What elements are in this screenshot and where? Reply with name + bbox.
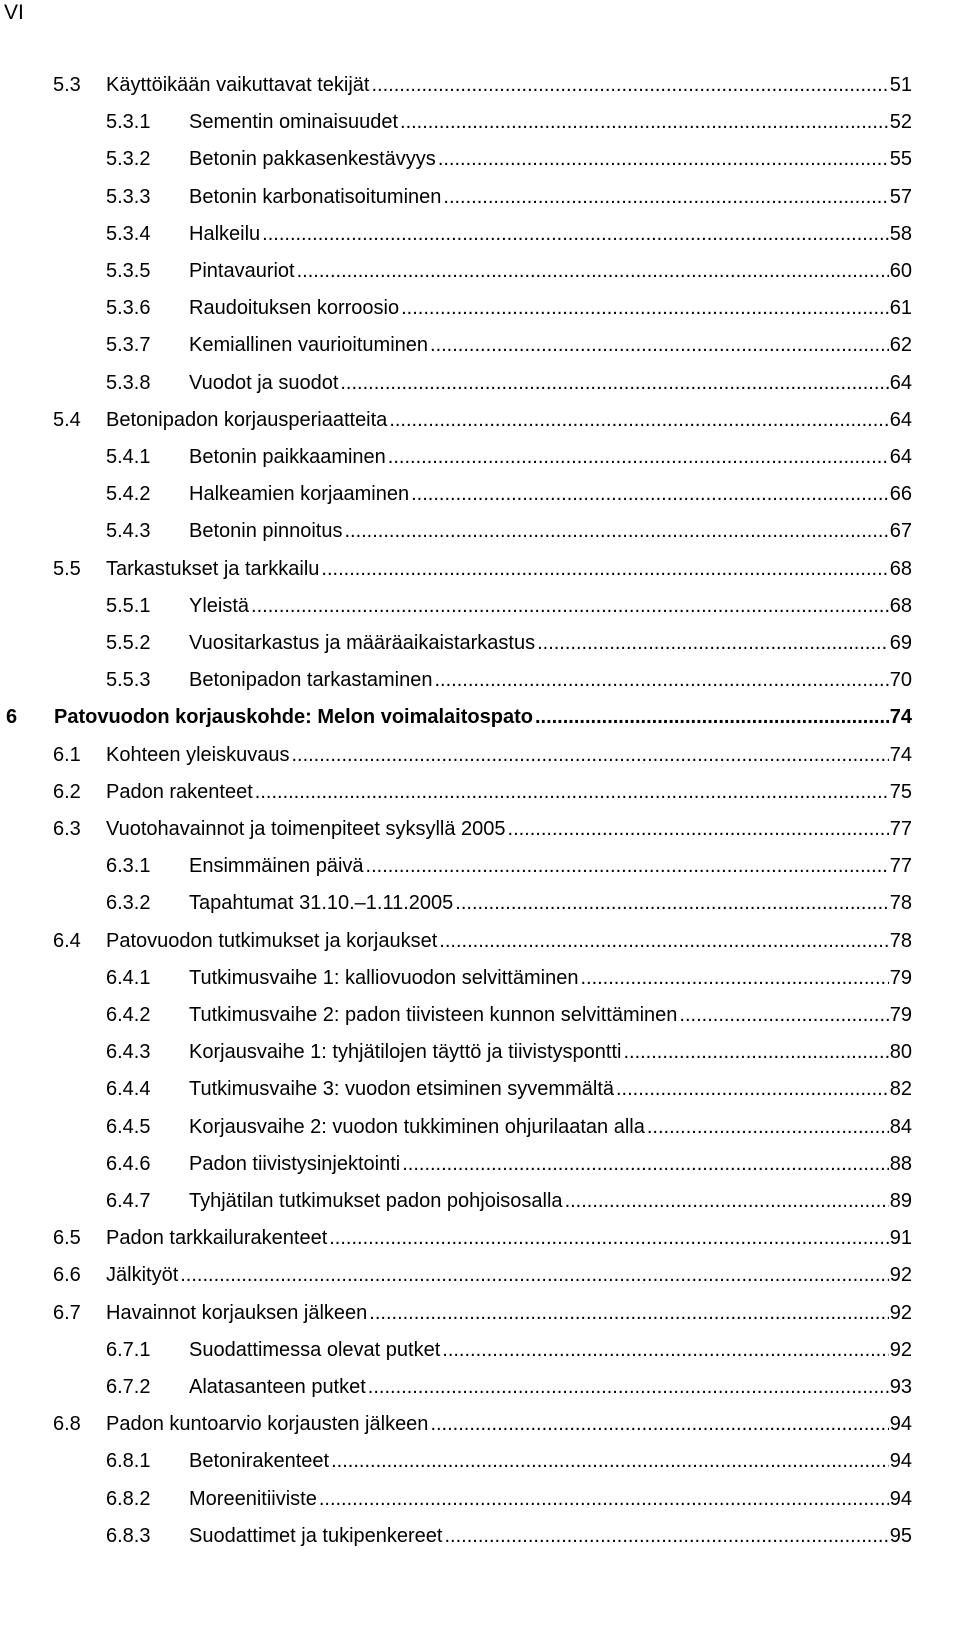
toc-entry-number: 5.4.3 [106, 520, 151, 542]
toc-entry-number: 5.4 [53, 409, 81, 431]
toc-entry-title: Padon rakenteet [106, 781, 253, 803]
toc-entry[interactable] [0, 1300, 960, 1326]
toc-entry[interactable] [0, 1188, 960, 1214]
toc-entry-title: Korjausvaihe 2: vuodon tukkiminen ohjurilaatan alla [189, 1116, 645, 1138]
toc-entry-page: 74 [889, 744, 912, 766]
toc-entry-number: 6.8.1 [106, 1450, 151, 1472]
toc-dot-leader [430, 1411, 888, 1437]
toc-entry-page: 84 [889, 1116, 912, 1138]
toc-entry-page: 69 [889, 632, 912, 654]
toc-entry-number: 6.8.3 [106, 1525, 151, 1547]
toc-entry-title: Betonin karbonatisoituminen [189, 186, 442, 208]
toc-entry-page: 77 [889, 818, 912, 840]
toc-entry-body [189, 332, 912, 358]
toc-entry-body [189, 1448, 912, 1474]
toc-entry-body [106, 928, 912, 954]
toc-entry-title: Moreenitiiviste [189, 1488, 317, 1510]
toc-entry-number: 6.4.5 [106, 1116, 151, 1138]
toc-entry-title: Vuotohavainnot ja toimenpiteet syksyllä 2005 [106, 818, 506, 840]
toc-entry-title: Patovuodon korjauskohde: Melon voimalaitospato [54, 706, 533, 728]
toc-entry-body [189, 1486, 912, 1512]
toc-dot-leader [438, 146, 889, 172]
toc-entry[interactable] [0, 556, 960, 582]
toc-entry-page: 75 [889, 781, 912, 803]
toc-dot-leader [439, 928, 888, 954]
toc-dot-leader [443, 184, 888, 210]
toc-entry-page: 67 [889, 520, 912, 542]
toc-entry[interactable] [0, 816, 960, 842]
toc-entry-page: 64 [889, 409, 912, 431]
toc-entry[interactable] [0, 853, 960, 879]
toc-entry-title: Havainnot korjauksen jälkeen [106, 1302, 368, 1324]
toc-entry-page: 78 [889, 892, 912, 914]
toc-entry-body [189, 1076, 912, 1102]
toc-entry[interactable] [0, 1151, 960, 1177]
toc-entry-number: 6.8 [53, 1413, 81, 1435]
toc-entry-body [189, 146, 912, 172]
toc-dot-leader [537, 630, 889, 656]
toc-entry-title: Padon tarkkailurakenteet [106, 1227, 328, 1249]
toc-entry-body [189, 518, 912, 544]
toc-entry-number: 6.4 [53, 930, 81, 952]
toc-entry-page: 79 [889, 1004, 912, 1026]
toc-dot-leader [565, 1188, 889, 1214]
toc-entry-body [189, 481, 912, 507]
toc-entry-title: Padon kuntoarvio korjausten jälkeen [106, 1413, 429, 1435]
toc-dot-leader [647, 1114, 889, 1140]
toc-entry[interactable] [0, 1337, 960, 1363]
toc-entry-page: 93 [889, 1376, 912, 1398]
toc-entry[interactable] [0, 1114, 960, 1140]
toc-entry[interactable] [0, 258, 960, 284]
toc-entry-body [106, 407, 912, 433]
toc-entry-title: Vuodot ja suodot [189, 372, 339, 394]
toc-entry-page: 60 [889, 260, 912, 282]
toc-entry-body [189, 1188, 912, 1214]
toc-entry-number: 6.6 [53, 1264, 81, 1286]
toc-entry-page: 64 [889, 372, 912, 394]
toc-entry-title: Raudoituksen korroosio [189, 297, 400, 319]
toc-entry-body [106, 1225, 912, 1251]
toc-entry[interactable] [0, 370, 960, 396]
toc-entry-title: Alatasanteen putket [189, 1376, 366, 1398]
toc-entry-body [189, 1151, 912, 1177]
toc-entry-body [106, 816, 912, 842]
toc-entry[interactable] [0, 518, 960, 544]
toc-dot-leader [623, 1039, 888, 1065]
toc-entry[interactable] [0, 1486, 960, 1512]
toc-entry-number: 6.7.2 [106, 1376, 151, 1398]
toc-entry-body [106, 72, 912, 98]
toc-entry-number: 5.3.8 [106, 372, 151, 394]
toc-entry[interactable] [0, 742, 960, 768]
toc-dot-leader [535, 704, 889, 730]
toc-dot-leader [255, 779, 889, 805]
toc-entry-title: Ensimmäinen päivä [189, 855, 364, 877]
toc-entry-number: 6.4.1 [106, 967, 151, 989]
toc-dot-leader [344, 518, 888, 544]
toc-entry-page: 51 [889, 74, 912, 96]
toc-dot-leader [580, 965, 888, 991]
toc-entry-body [106, 742, 912, 768]
toc-entry-page: 57 [889, 186, 912, 208]
toc-entry-page: 94 [889, 1488, 912, 1510]
toc-dot-leader [366, 853, 889, 879]
toc-entry-body [189, 444, 912, 470]
toc-entry-page: 79 [889, 967, 912, 989]
page-number-roman: VI [4, 1, 24, 24]
toc-entry-body [106, 1411, 912, 1437]
toc-entry[interactable] [0, 109, 960, 135]
toc-entry-body [189, 1523, 912, 1549]
toc-entry-number: 6.7 [53, 1302, 81, 1324]
toc-dot-leader [251, 593, 889, 619]
toc-entry-number: 5.4.1 [106, 446, 151, 468]
toc-entry-title: Käyttöikään vaikuttavat tekijät [106, 74, 370, 96]
toc-entry-body [189, 1337, 912, 1363]
toc-entry-body [54, 704, 912, 730]
toc-entry-page: 66 [889, 483, 912, 505]
toc-entry[interactable] [0, 407, 960, 433]
toc-dot-leader [321, 556, 888, 582]
toc-entry-body [189, 965, 912, 991]
toc-dot-leader [180, 1262, 889, 1288]
toc-entry-number: 5.5.2 [106, 632, 151, 654]
toc-entry-number: 5.3.7 [106, 334, 151, 356]
toc-entry-title: Betonipadon tarkastaminen [189, 669, 433, 691]
toc-dot-leader [297, 258, 889, 284]
toc-entry[interactable] [0, 295, 960, 321]
toc-entry[interactable] [0, 667, 960, 693]
toc-entry[interactable] [0, 444, 960, 470]
toc-entry[interactable] [0, 1076, 960, 1102]
toc-entry-title: Betonin pakkasenkestävyys [189, 148, 436, 170]
toc-entry-title: Kemiallinen vaurioituminen [189, 334, 429, 356]
toc-entry-page: 95 [889, 1525, 912, 1547]
toc-dot-leader [371, 72, 888, 98]
toc-entry-title: Tutkimusvaihe 3: vuodon etsiminen syvemmältä [189, 1078, 614, 1100]
toc-entry[interactable] [0, 1225, 960, 1251]
toc-entry-number: 5.4.2 [106, 483, 151, 505]
toc-dot-leader [388, 444, 889, 470]
toc-entry-body [189, 1039, 912, 1065]
toc-entry[interactable] [0, 928, 960, 954]
toc-entry-number: 5.3.4 [106, 223, 151, 245]
toc-entry-body [106, 556, 912, 582]
toc-entry-page: 77 [889, 855, 912, 877]
toc-entry-body [189, 1002, 912, 1028]
toc-dot-leader [445, 1523, 889, 1549]
toc-entry-number: 6.2 [53, 781, 81, 803]
toc-entry-body [106, 1300, 912, 1326]
toc-entry[interactable] [0, 481, 960, 507]
toc-dot-leader [616, 1076, 889, 1102]
toc-entry-title: Pintavauriot [189, 260, 295, 282]
toc-entry-page: 52 [889, 111, 912, 133]
toc-entry-body [189, 630, 912, 656]
toc-entry-page: 92 [889, 1339, 912, 1361]
toc-entry-number: 6.5 [53, 1227, 81, 1249]
toc-dot-leader [430, 332, 889, 358]
toc-entry-title: Tutkimusvaihe 1: kalliovuodon selvittäminen [189, 967, 579, 989]
toc-entry-number: 5.3.3 [106, 186, 151, 208]
toc-entry[interactable] [0, 890, 960, 916]
toc-entry-title: Korjausvaihe 1: tyhjätilojen täyttö ja tiivistyspontti [189, 1041, 622, 1063]
toc-dot-leader [368, 1374, 889, 1400]
toc-entry-title: Halkeilu [189, 223, 261, 245]
toc-dot-leader [331, 1448, 889, 1474]
toc-dot-leader [291, 742, 888, 768]
toc-entry-page: 70 [889, 669, 912, 691]
toc-dot-leader [679, 1002, 888, 1028]
toc-entry[interactable] [0, 704, 960, 730]
toc-entry[interactable] [0, 184, 960, 210]
toc-entry-page: 88 [889, 1153, 912, 1175]
toc-entry-number: 6.4.7 [106, 1190, 151, 1212]
toc-entry-title: Betonirakenteet [189, 1450, 330, 1472]
toc-entry[interactable] [0, 779, 960, 805]
toc-entry[interactable] [0, 593, 960, 619]
toc-entry-number: 5.5 [53, 558, 81, 580]
toc-entry-title: Kohteen yleiskuvaus [106, 744, 290, 766]
toc-entry-title: Tutkimusvaihe 2: padon tiivisteen kunnon selvittäminen [189, 1004, 678, 1026]
toc-entry-body [106, 1262, 912, 1288]
toc-entry-title: Patovuodon tutkimukset ja korjaukset [106, 930, 438, 952]
toc-entry-body [189, 667, 912, 693]
toc-entry-body [189, 184, 912, 210]
toc-dot-leader [262, 221, 889, 247]
toc-entry-title: Jälkityöt [106, 1264, 179, 1286]
toc-entry[interactable] [0, 1448, 960, 1474]
toc-dot-leader [401, 295, 889, 321]
toc-entry-body [189, 1374, 912, 1400]
toc-entry-body [106, 779, 912, 805]
toc-entry-page: 74 [889, 706, 912, 728]
toc-entry-title: Padon tiivistysinjektointi [189, 1153, 401, 1175]
toc-entry[interactable] [0, 72, 960, 98]
toc-dot-leader [455, 890, 888, 916]
toc-entry-title: Sementin ominaisuudet [189, 111, 399, 133]
toc-entry-number: 6.4.4 [106, 1078, 151, 1100]
toc-entry-title: Halkeamien korjaaminen [189, 483, 410, 505]
toc-entry-number: 5.5.3 [106, 669, 151, 691]
toc-entry-body [189, 258, 912, 284]
toc-entry-title: Betonin paikkaaminen [189, 446, 386, 468]
toc-entry-number: 5.5.1 [106, 595, 151, 617]
toc-entry[interactable] [0, 965, 960, 991]
toc-entry-number: 5.3.6 [106, 297, 151, 319]
toc-entry-title: Betonipadon korjausperiaatteita [106, 409, 388, 431]
toc-entry-number: 5.3 [53, 74, 81, 96]
toc-entry-page: 61 [889, 297, 912, 319]
toc-dot-leader [442, 1337, 888, 1363]
toc-entry-title: Suodattimet ja tukipenkereet [189, 1525, 443, 1547]
toc-entry[interactable] [0, 630, 960, 656]
toc-entry[interactable] [0, 332, 960, 358]
toc-entry[interactable] [0, 1374, 960, 1400]
toc-entry-page: 64 [889, 446, 912, 468]
toc-entry[interactable] [0, 1523, 960, 1549]
toc-entry-number: 5.3.5 [106, 260, 151, 282]
toc-dot-leader [411, 481, 889, 507]
toc-entry-number: 6.1 [53, 744, 81, 766]
toc-entry-number: 6.4.2 [106, 1004, 151, 1026]
toc-entry-number: 5.3.2 [106, 148, 151, 170]
toc-entry[interactable] [0, 1262, 960, 1288]
toc-dot-leader [435, 667, 889, 693]
toc-entry-page: 94 [889, 1413, 912, 1435]
toc-entry-page: 58 [889, 223, 912, 245]
toc-entry-page: 82 [889, 1078, 912, 1100]
toc-dot-leader [329, 1225, 889, 1251]
toc-entry-body [189, 295, 912, 321]
toc-entry-page: 80 [889, 1041, 912, 1063]
toc-entry-number: 6.3.1 [106, 855, 151, 877]
toc-entry-body [189, 221, 912, 247]
toc-entry-body [189, 1114, 912, 1140]
toc-dot-leader [400, 109, 889, 135]
toc-entry-body [189, 853, 912, 879]
toc-entry-page: 68 [889, 558, 912, 580]
toc-entry-title: Suodattimessa olevat putket [189, 1339, 441, 1361]
toc-entry-number: 6.4.6 [106, 1153, 151, 1175]
toc-entry-title: Tapahtumat 31.10.–1.11.2005 [189, 892, 454, 914]
toc-entry-number: 6.3.2 [106, 892, 151, 914]
toc-entry-title: Betonin pinnoitus [189, 520, 343, 542]
toc-entry-page: 55 [889, 148, 912, 170]
toc-entry[interactable] [0, 1039, 960, 1065]
toc-entry-title: Vuositarkastus ja määräaikaistarkastus [189, 632, 536, 654]
toc-entry[interactable] [0, 146, 960, 172]
toc-entry[interactable] [0, 221, 960, 247]
toc-entry-body [189, 370, 912, 396]
toc-entry-number: 6 [6, 706, 18, 728]
toc-entry-title: Tyhjätilan tutkimukset padon pohjoisosalla [189, 1190, 563, 1212]
toc-dot-leader [389, 407, 888, 433]
toc-entry[interactable] [0, 1411, 960, 1437]
toc-entry-body [189, 109, 912, 135]
toc-entry[interactable] [0, 1002, 960, 1028]
toc-entry-number: 6.8.2 [106, 1488, 151, 1510]
toc-entry-page: 92 [889, 1302, 912, 1324]
toc-dot-leader [369, 1300, 888, 1326]
toc-entry-body [189, 593, 912, 619]
toc-entry-page: 94 [889, 1450, 912, 1472]
toc-dot-leader [319, 1486, 889, 1512]
toc-entry-page: 89 [889, 1190, 912, 1212]
toc-entry-page: 62 [889, 334, 912, 356]
toc-dot-leader [508, 816, 889, 842]
toc-dot-leader [402, 1151, 889, 1177]
toc-dot-leader [340, 370, 888, 396]
toc-entry-number: 5.3.1 [106, 111, 151, 133]
toc-entry-page: 92 [889, 1264, 912, 1286]
toc-entry-page: 68 [889, 595, 912, 617]
toc-entry-title: Tarkastukset ja tarkkailu [106, 558, 320, 580]
toc-entry-page: 91 [889, 1227, 912, 1249]
toc-entry-title: Yleistä [189, 595, 250, 617]
toc-entry-number: 6.3 [53, 818, 81, 840]
toc-entry-number: 6.7.1 [106, 1339, 151, 1361]
toc-entry-page: 78 [889, 930, 912, 952]
toc-entry-number: 6.4.3 [106, 1041, 151, 1063]
toc-entry-body [189, 890, 912, 916]
